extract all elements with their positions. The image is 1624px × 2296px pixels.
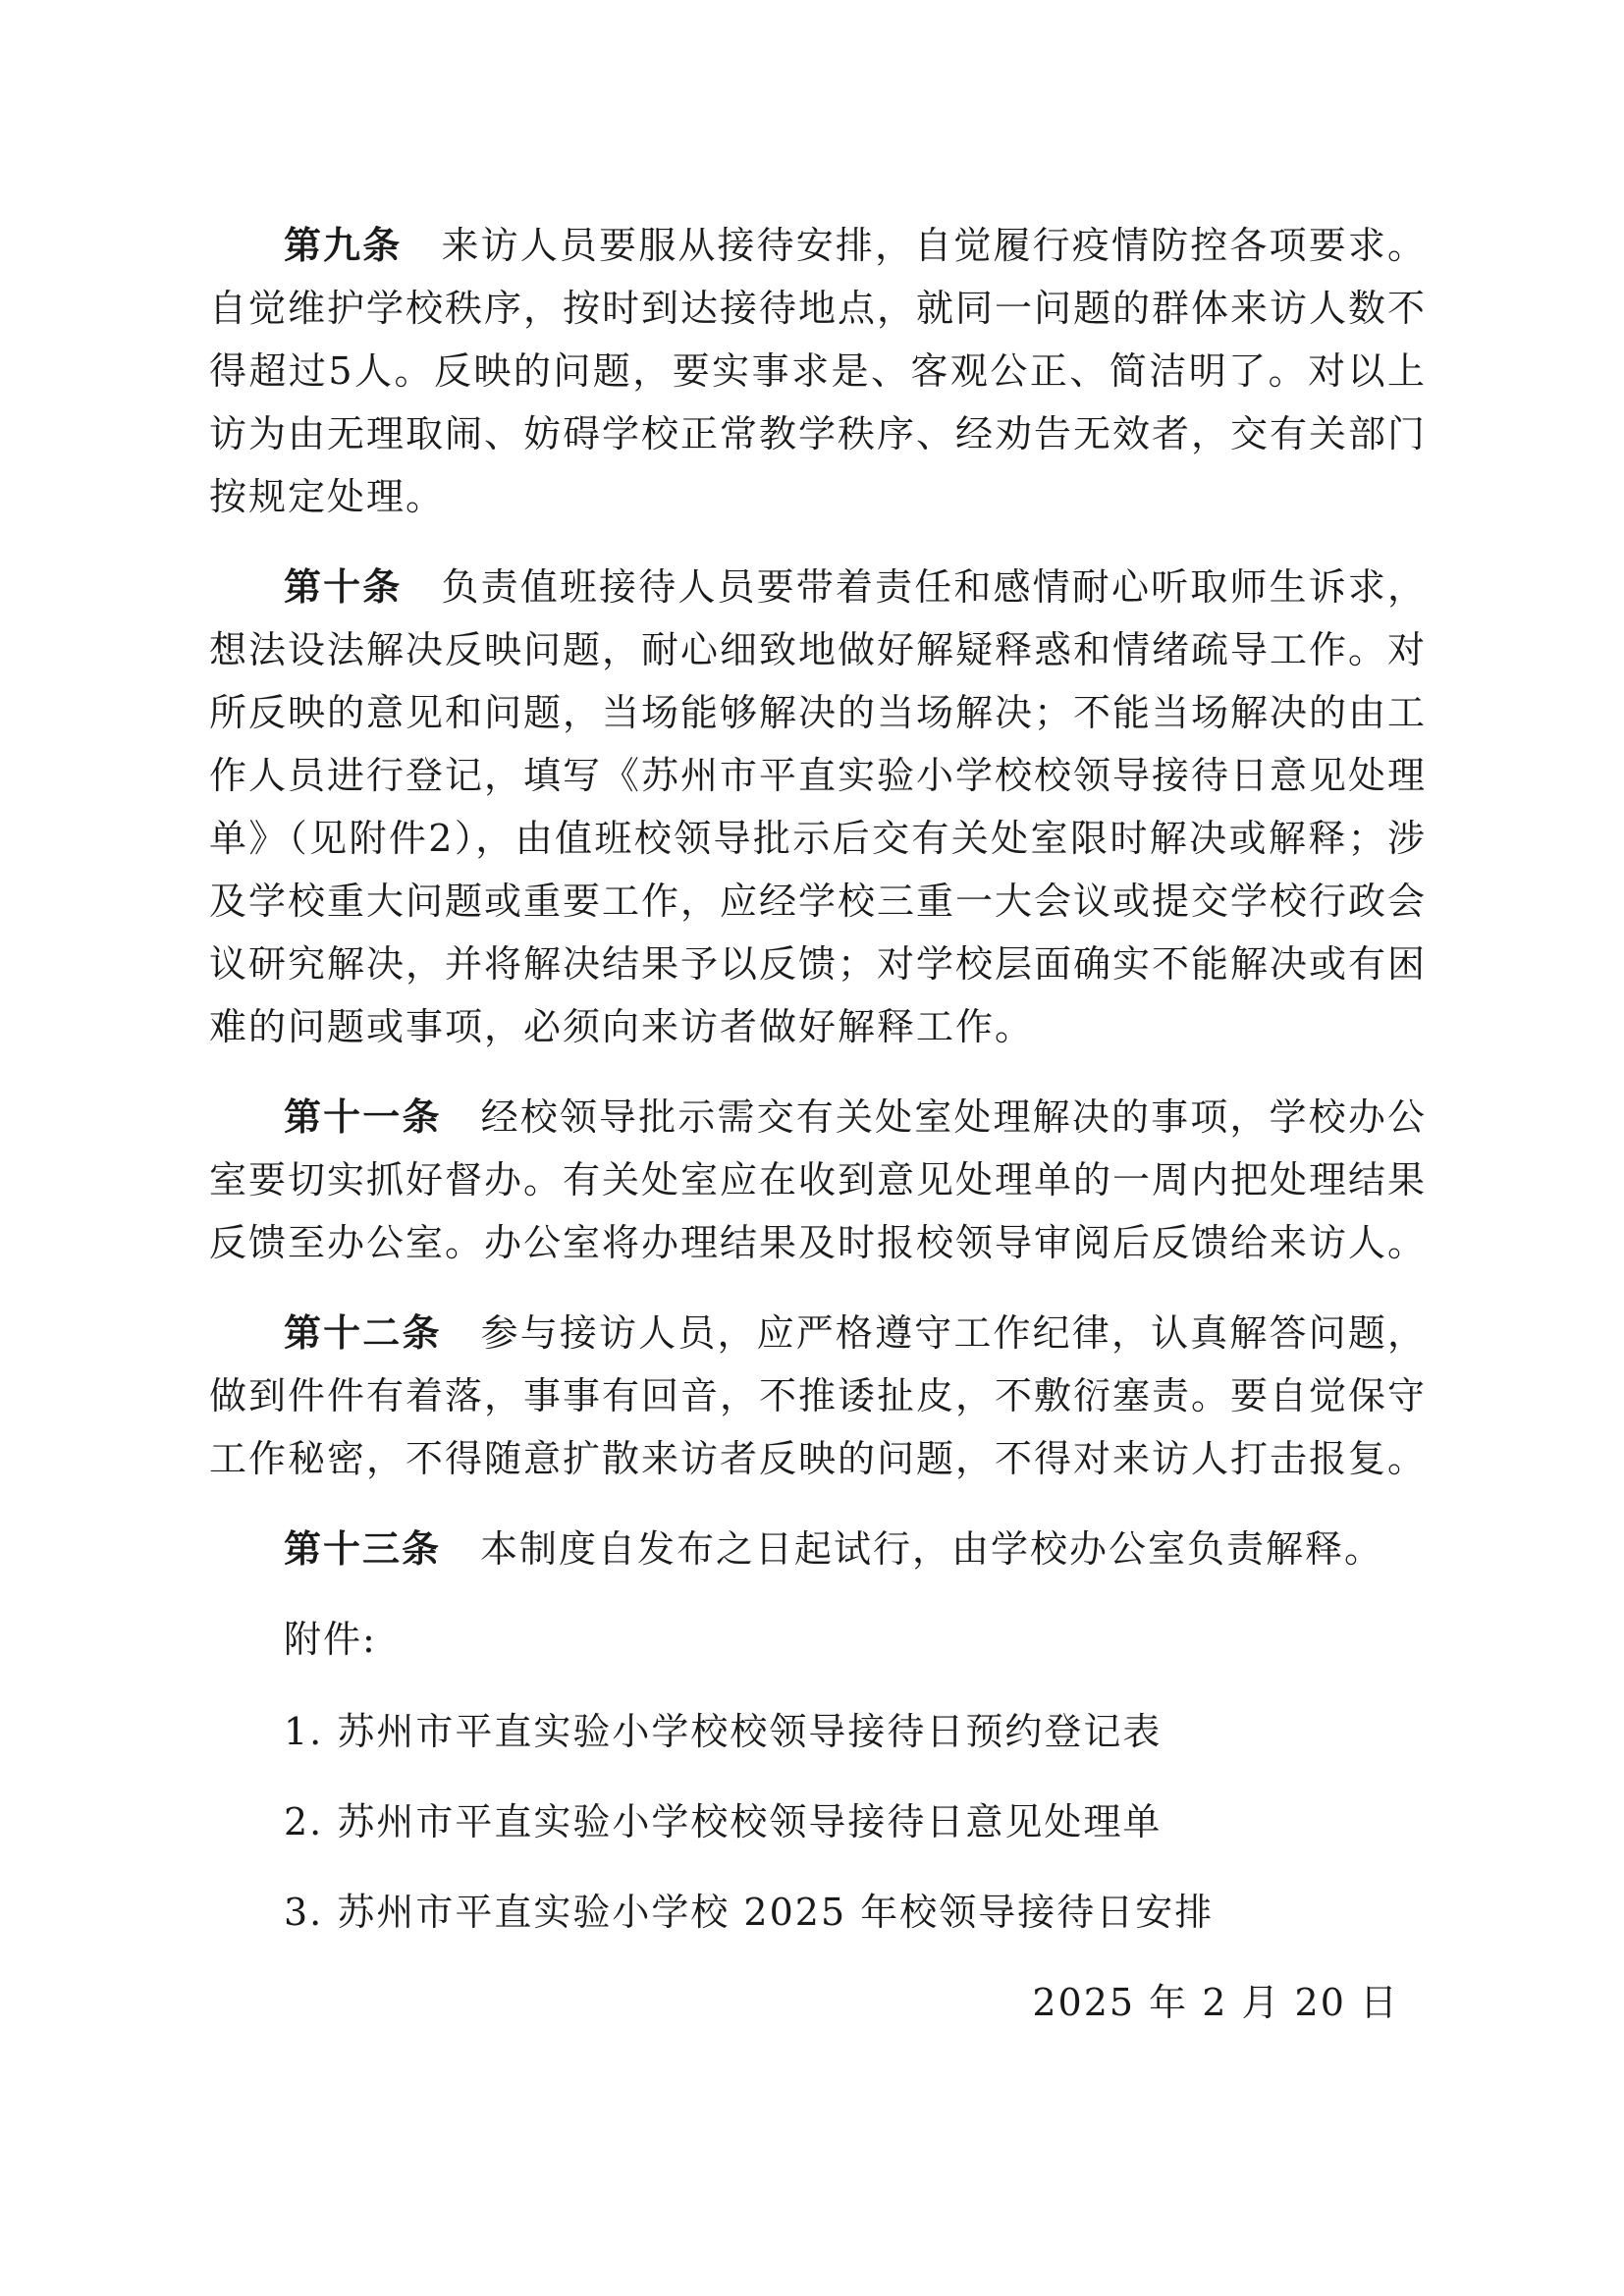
attachment-item-2: 2. 苏州市平直实验小学校校领导接待日意见处理单: [284, 1800, 1163, 1843]
attachment-item-1: 1. 苏州市平直实验小学校校领导接待日预约登记表: [284, 1710, 1163, 1753]
article-11-number: 第十一条: [284, 1095, 442, 1139]
attachments-list: [209, 1700, 1427, 1944]
article-11: [209, 1086, 1427, 1274]
article-10: [209, 556, 1427, 1058]
article-9: [209, 214, 1427, 528]
attachments-label: 附件:: [284, 1618, 377, 1661]
article-13-text: 本制度自发布之日起试行，由学校办公室负责解释。: [480, 1527, 1384, 1571]
article-10-text: 负责值班接待人员要带着责任和感情耐心听取师生诉求，想法设法解决反映问题，耐心细致地做好解疑释惑和情绪疏导工作。对所反映的意见和问题，当场能够解决的当场解决；不能当场解决的由工作人员进行登记，填写《苏州市平直实验小学校校领导接待日意见处理单》（见附件2），由值班校领导批示后交有关处室限时解决或解释；涉及学校重大问题或重要工作，应经学校三重一大会议或提交学校行政会议研究解决，并将解决结果予以反馈；对学校层面确实不能解决或有困难的问题或事项，必须向来访者做好解释工作。: [209, 565, 1428, 1048]
article-13-number: 第十三条: [284, 1526, 442, 1571]
attachment-item-3: 3. 苏州市平直实验小学校 2025 年校领导接待日安排: [284, 1891, 1215, 1934]
article-10-number: 第十条: [284, 564, 403, 609]
document-page: [209, 214, 1427, 2034]
article-9-text: 来访人员要服从接待安排，自觉履行疫情防控各项要求。自觉维护学校秩序，按时到达接待地点，就同一问题的群体来访人数不得超过5人。反映的问题，要实事求是、客观公正、简洁明了。对以上访为由无理取闹、妨碍学校正常教学秩序、经劝告无效者，交有关部门按规定处理。: [209, 224, 1428, 518]
article-11-text: 经校领导批示需交有关处室处理解决的事项，学校办公室要切实抓好督办。有关处室应在收到意见处理单的一周内把处理结果反馈至办公室。办公室将办理结果及时报校领导审阅后反馈给来访人。: [209, 1095, 1428, 1264]
article-12-text: 参与接访人员，应严格遵守工作纪律，认真解答问题，做到件件有着落，事事有回音，不推诿扯皮，不敷衍塞责。要自觉保守工作秘密，不得随意扩散来访者反映的问题，不得对来访人打击报复。: [209, 1311, 1428, 1480]
article-12-number: 第十二条: [284, 1310, 442, 1355]
issue-date: 2025 年 2 月 20 日: [1032, 1981, 1399, 2024]
article-12: [209, 1302, 1427, 1490]
article-9-number: 第九条: [284, 223, 403, 267]
article-13: [209, 1518, 1427, 1580]
